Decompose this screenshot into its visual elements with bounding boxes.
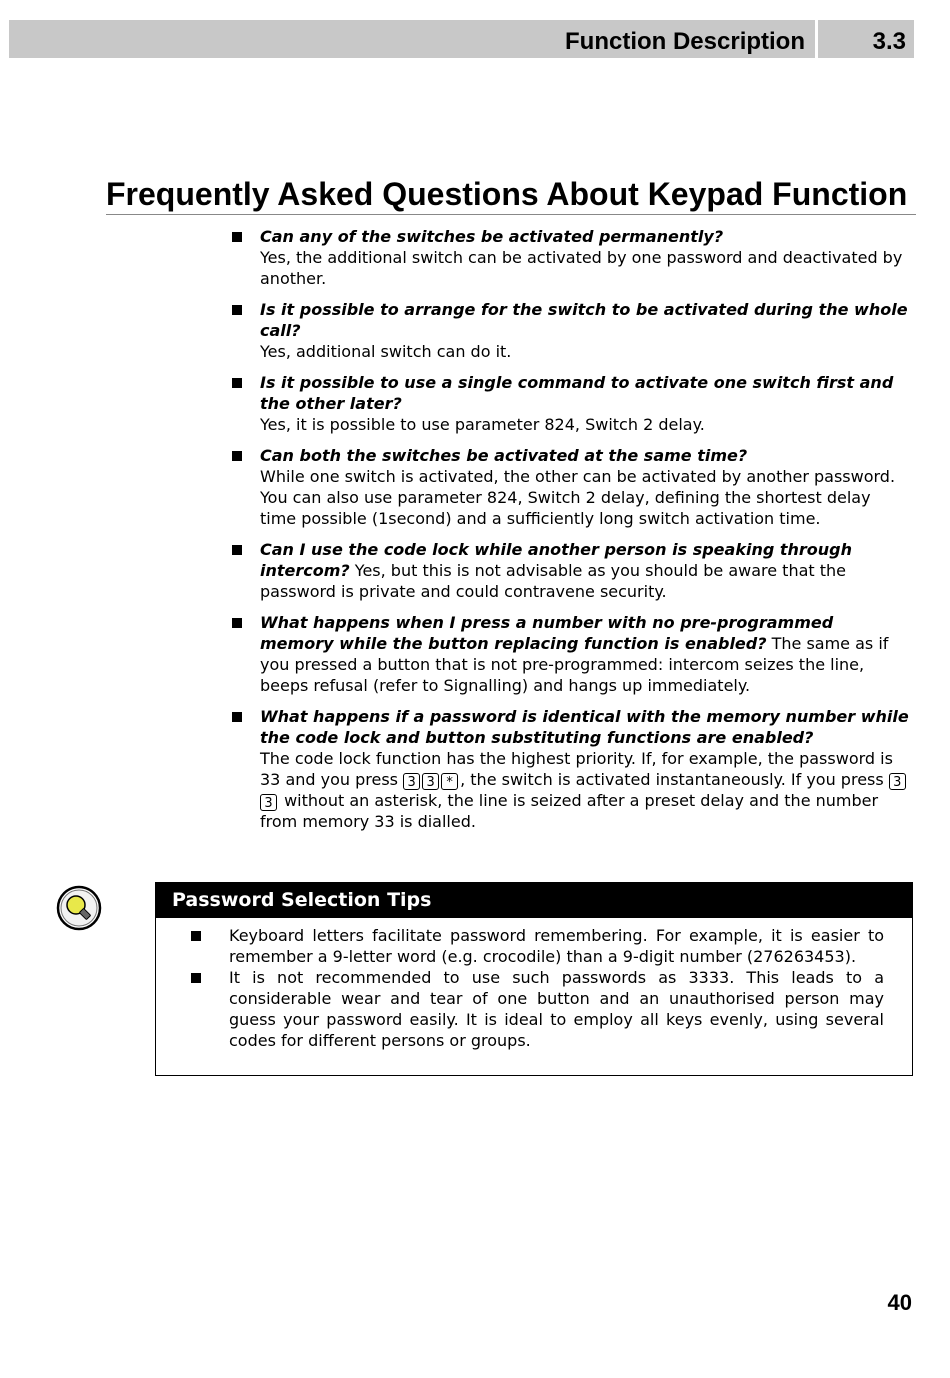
faq-answer: While one switch is activated, the other can be activated by another password. You can also use parameter 824, Switch 2 delay, defining the shortest delay time possible (1second) and a sufficiently long switch activation time. [260, 467, 896, 528]
square-bullet-icon [232, 232, 242, 242]
faq-answer: Yes, but this is not advisable as you should be aware that the password is private and could contravene security. [260, 561, 847, 601]
key-3-icon: 3 [260, 794, 277, 811]
square-bullet-icon [232, 451, 242, 461]
faq-item [230, 372, 910, 435]
faq-question: Is it possible to use a single command to activate one switch first and the other later? [260, 373, 894, 413]
key-sequence [403, 770, 460, 789]
key-3-icon: 3 [422, 773, 439, 790]
faq-question: Can both the switches be activated at the same time? [260, 446, 748, 465]
heading-rule [106, 214, 916, 215]
tip-text: Keyboard letters facilitate password remembering. For example, it is easier to remember a 9-letter word (e.g. crocodile) than a 9-digit number (276263453). [229, 926, 884, 966]
faq-question: What happens if a password is identical with the memory number while the code lock and button substituting functions are enabled? [260, 707, 909, 747]
faq-answer: Yes, additional switch can do it. [260, 342, 512, 361]
faq-list [230, 226, 910, 842]
faq-answer-part: , the switch is activated instantaneously. If you press [460, 770, 884, 789]
key-asterisk-icon: * [441, 773, 458, 790]
tips-list [186, 925, 884, 1051]
page-title: Frequently Asked Questions About Keypad Function [106, 176, 908, 212]
square-bullet-icon [232, 618, 242, 628]
key-3-icon: 3 [889, 773, 906, 790]
tips-title: Password Selection Tips [156, 883, 912, 918]
square-bullet-icon [191, 973, 201, 983]
faq-item [230, 539, 910, 602]
page-number: 40 [887, 1290, 912, 1315]
tip-item [186, 967, 884, 1051]
faq-item [230, 706, 910, 832]
faq-item [230, 612, 910, 696]
lightbulb-icon [56, 885, 102, 931]
tip-text: It is not recommended to use such passwords as 3333. This leads to a considerable wear and tear of one button and an unauthorised person may guess your password easily. It is ideal to employ all keys evenly, using several codes for different persons or groups. [229, 968, 884, 1050]
faq-answer: The same as if you pressed a button that is not pre-programmed: intercom seizes the line, beeps refusal (refer to Signalling) and hangs up immediately. [260, 634, 889, 695]
faq-item [230, 299, 910, 362]
section-number: 3.3 [872, 28, 906, 55]
square-bullet-icon [232, 545, 242, 555]
faq-answer: Yes, it is possible to use parameter 824, Switch 2 delay. [260, 415, 705, 434]
faq-answer-part: The code lock function has the highest priority. If, for example, the password is 33 and you press [260, 749, 893, 789]
faq-question: Can I use the code lock while another person is speaking through intercom? [260, 540, 853, 580]
faq-item [230, 226, 910, 289]
square-bullet-icon [232, 305, 242, 315]
faq-answer: Yes, the additional switch can be activated by one password and deactivated by another. [260, 248, 903, 288]
faq-item [230, 445, 910, 529]
key-3-icon: 3 [403, 773, 420, 790]
faq-question: What happens when I press a number with no pre-programmed memory while the button replacing function is enabled? [260, 613, 834, 653]
header-title: Function Description [565, 28, 805, 55]
square-bullet-icon [232, 712, 242, 722]
faq-answer-part: without an asterisk, the line is seized after a preset delay and the number from memory 33 is dialled. [260, 791, 879, 831]
faq-question: Is it possible to arrange for the switch to be activated during the whole call? [260, 300, 908, 340]
faq-question: Can any of the switches be activated permanently? [260, 227, 724, 246]
tips-box [155, 882, 913, 1076]
tip-item [186, 925, 884, 967]
square-bullet-icon [191, 931, 201, 941]
square-bullet-icon [232, 378, 242, 388]
